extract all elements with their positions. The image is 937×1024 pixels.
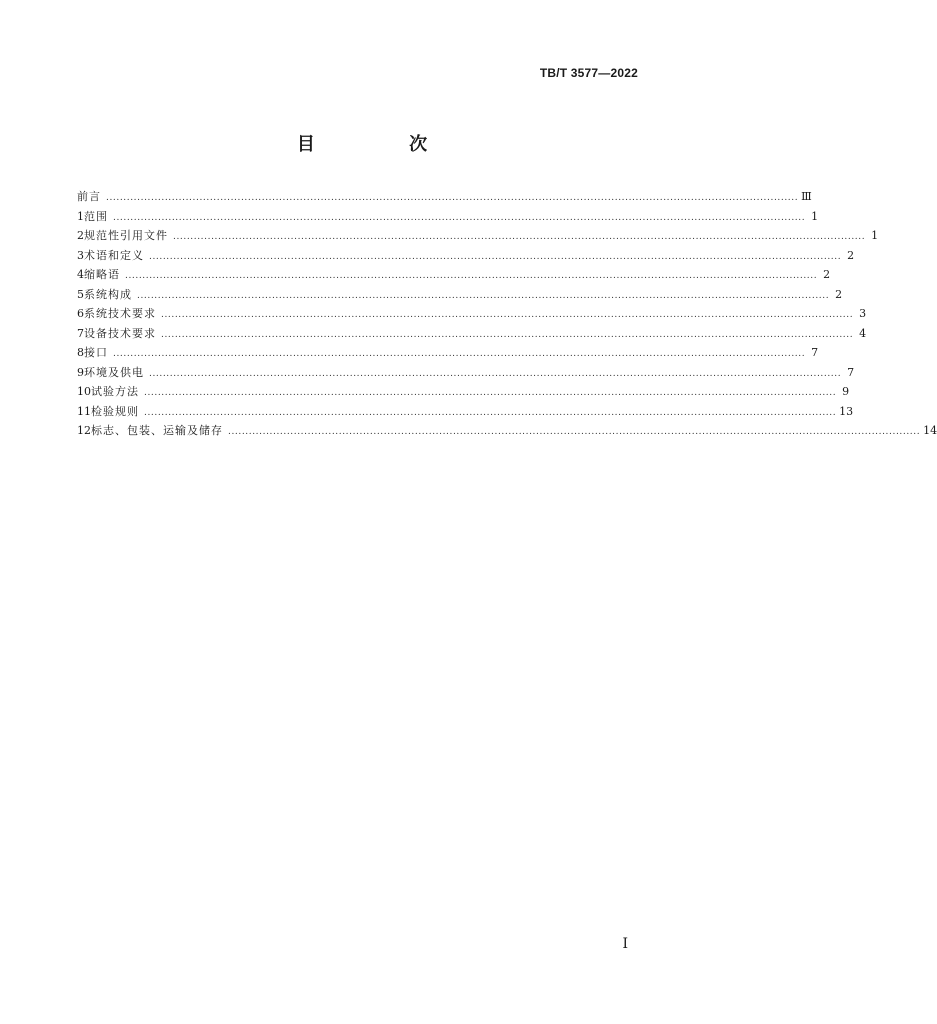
toc-entry-8[interactable] xyxy=(77,343,819,363)
toc-entry-number: 8 xyxy=(77,346,84,359)
toc-entry-6[interactable] xyxy=(77,304,867,324)
toc-dot-leader: ........................................................................................................................................................................................................ xyxy=(228,427,921,437)
toc-dot-leader: ........................................................................................................................................................................................................ xyxy=(161,310,854,320)
toc-entry-1[interactable] xyxy=(77,207,819,227)
toc-entry-number: 10 xyxy=(77,385,91,398)
toc-entry-number: 9 xyxy=(77,365,84,379)
toc-entry-page: Ⅲ xyxy=(801,190,812,203)
toc-entry-label: 设备技术要求 xyxy=(84,326,156,340)
toc-entry-page: 14 xyxy=(923,424,937,437)
toc-entry-page: 2 xyxy=(823,268,831,281)
page-title: 目 次 xyxy=(296,134,472,155)
toc-entry-number: 1 xyxy=(77,209,84,223)
toc-entry-11[interactable] xyxy=(77,402,854,422)
toc-entry-page: 7 xyxy=(847,365,855,379)
toc-dot-leader: ........................................................................................................................................................................................................ xyxy=(137,290,830,301)
toc-dot-leader: ........................................................................................................................................................................................................ xyxy=(144,388,837,398)
standard-code: TB/T 3577—2022 xyxy=(539,66,638,80)
toc-dot-leader: ........................................................................................................................................................................................................ xyxy=(149,368,842,379)
toc-dot-leader: ........................................................................................................................................................................................................ xyxy=(173,232,866,242)
toc-entry-4[interactable] xyxy=(77,265,831,285)
toc-entry-number: 6 xyxy=(77,307,84,320)
toc-entry-label: 系统技术要求 xyxy=(84,307,156,320)
toc-entry-9[interactable] xyxy=(77,363,855,383)
toc-entry-number: 4 xyxy=(77,268,84,281)
toc-entry-5[interactable] xyxy=(77,285,843,305)
toc-entry-foreword[interactable] xyxy=(77,187,812,207)
toc-entry-label: 规范性引用文件 xyxy=(84,229,168,242)
toc-entry-number: 7 xyxy=(77,326,84,340)
toc-entry-number: 5 xyxy=(77,287,84,301)
page-number: I xyxy=(622,936,628,952)
toc-entry-2[interactable] xyxy=(77,226,879,246)
toc-entry-page: 13 xyxy=(839,404,854,418)
toc-entry-page: 2 xyxy=(835,287,843,301)
toc-entry-12[interactable] xyxy=(77,421,937,441)
toc-entry-page: 1 xyxy=(811,209,819,223)
toc-entry-label: 环境及供电 xyxy=(84,365,144,379)
toc-entry-label: 检验规则 xyxy=(91,404,139,418)
toc-entry-label: 标志、包装、运输及储存 xyxy=(91,424,223,437)
toc-dot-leader: ........................................................................................................................................................................................................ xyxy=(161,329,854,340)
toc-entry-page: 1 xyxy=(871,229,879,242)
toc-dot-leader: ........................................................................................................................................................................................................ xyxy=(106,193,799,203)
toc-dot-leader: ........................................................................................................................................................................................................ xyxy=(113,349,806,359)
toc-entry-page: 4 xyxy=(859,326,867,340)
toc-entry-10[interactable] xyxy=(77,382,850,402)
toc-entry-page: 7 xyxy=(811,346,819,359)
toc-entry-number: 2 xyxy=(77,229,84,242)
toc-entry-page: 2 xyxy=(847,248,855,262)
toc-entry-page: 3 xyxy=(859,307,867,320)
toc-entry-page: 9 xyxy=(842,385,850,398)
toc-dot-leader: ........................................................................................................................................................................................................ xyxy=(125,271,818,281)
toc-entry-label: 系统构成 xyxy=(84,287,132,301)
toc-entry-label: 缩略语 xyxy=(84,268,120,281)
toc-entry-number: 11 xyxy=(77,404,91,418)
table-of-contents xyxy=(77,187,937,441)
toc-dot-leader: ........................................................................................................................................................................................................ xyxy=(113,212,806,223)
toc-dot-leader: ........................................................................................................................................................................................................ xyxy=(144,407,837,418)
toc-entry-label: 范围 xyxy=(84,209,108,223)
toc-entry-label: 试验方法 xyxy=(91,385,139,398)
toc-entry-label: 前言 xyxy=(77,190,101,203)
toc-entry-number: 12 xyxy=(77,424,91,437)
toc-entry-label: 接口 xyxy=(84,346,108,359)
toc-dot-leader: ........................................................................................................................................................................................................ xyxy=(149,251,842,262)
toc-entry-number: 3 xyxy=(77,248,84,262)
toc-entry-label: 术语和定义 xyxy=(84,248,144,262)
toc-entry-7[interactable] xyxy=(77,324,867,344)
toc-entry-3[interactable] xyxy=(77,246,855,266)
